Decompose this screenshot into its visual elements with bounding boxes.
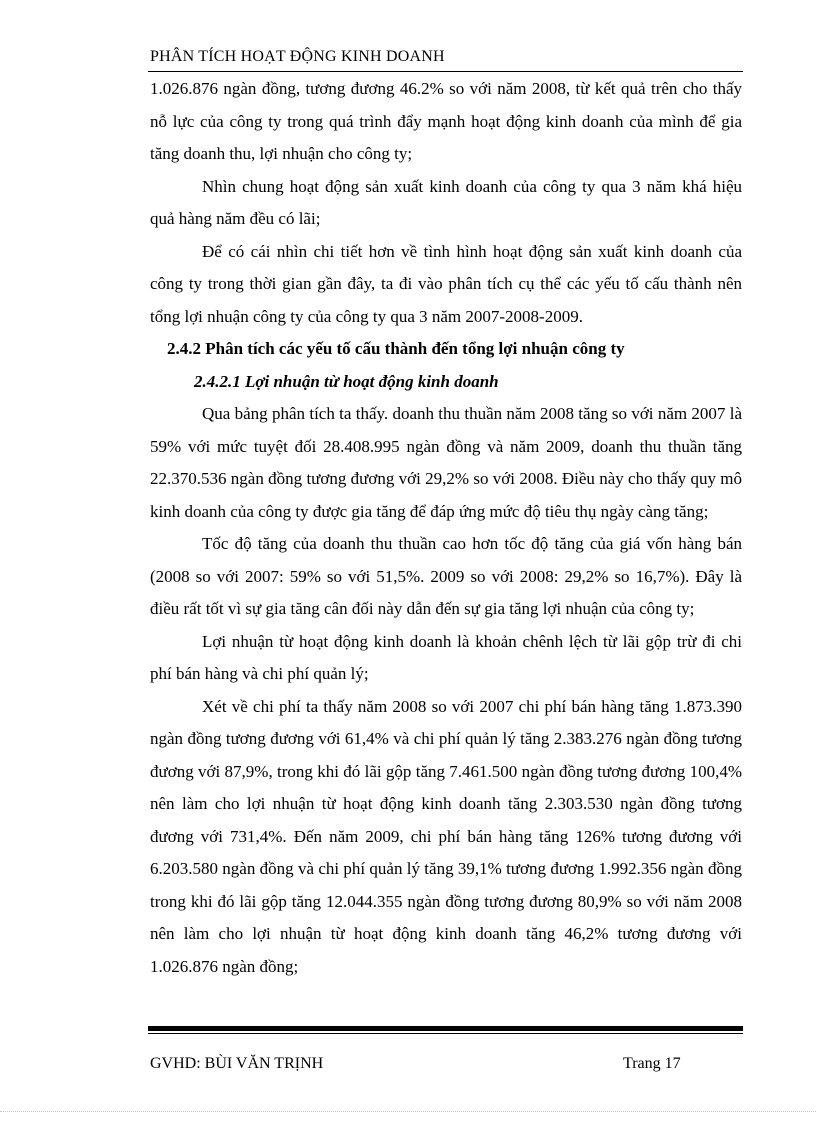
footer-divider-thick <box>148 1026 743 1031</box>
document-body <box>150 73 742 983</box>
header-divider <box>148 71 743 72</box>
paragraph-2: Nhìn chung hoạt động sản xuất kinh doanh của công ty qua 3 năm khá hiệu quả hàng năm đều có lãi; <box>150 176 742 228</box>
paragraph-4: Qua bảng phân tích ta thấy. doanh thu thuần năm 2008 tăng so với năm 2007 là 59% với mức tuyệt đối 28.408.995 ngàn đồng và năm 2009, doanh thu thuần tăng 22.370.536 ngàn đồng tương đương với 29,2% so với 2008. Điều này cho thấy quy mô kinh doanh của công ty được gia tăng để đáp ứng mức độ tiêu thụ ngày càng tăng; <box>150 404 742 521</box>
paragraph-3: Để có cái nhìn chi tiết hơn về tình hình hoạt động sản xuất kinh doanh của công ty trong thời gian gần đây, ta đi vào phân tích cụ thể các yếu tố cấu thành nên tổng lợi nhuận công ty của công ty qua 3 năm 2007-2008-2009. <box>150 241 742 326</box>
footer-divider-thin <box>148 1033 743 1034</box>
footer-advisor: GVHD: BÙI VĂN TRỊNH <box>150 1055 324 1072</box>
page-bottom-border <box>0 1111 816 1112</box>
page-header-title: PHÂN TÍCH HOẠT ĐỘNG KINH DOANH <box>150 48 445 65</box>
subsection-heading-2-4-2-1: 2.4.2.1 Lợi nhuận từ hoạt động kinh doanh <box>194 371 499 391</box>
paragraph-6: Lợi nhuận từ hoạt động kinh doanh là khoản chênh lệch từ lãi gộp trừ đi chi phí bán hàng và chi phí quản lý; <box>150 631 742 683</box>
footer-page-number: Trang 17 <box>623 1055 681 1072</box>
paragraph-5: Tốc độ tăng của doanh thu thuần cao hơn tốc độ tăng của giá vốn hàng bán (2008 so với 2007: 59% so với 51,5%. 2009 so với 2008: 29,2% so 16,7%). Đây là điều rất tốt vì sự gia tăng cân đối này dẫn đến sự gia tăng lợi nhuận của công ty; <box>150 534 742 618</box>
section-heading-2-4-2: 2.4.2 Phân tích các yếu tố cấu thành đến tổng lợi nhuận công ty <box>167 339 625 358</box>
paragraph-1: 1.026.876 ngàn đồng, tương đương 46.2% so với năm 2008, từ kết quả trên cho thấy nỗ lực của công ty trong quá trình đẩy mạnh hoạt động kinh doanh của mình để gia tăng doanh thu, lợi nhuận cho công ty; <box>150 79 742 163</box>
paragraph-7: Xét về chi phí ta thấy năm 2008 so với 2007 chi phí bán hàng tăng 1.873.390 ngàn đồng tương đương với 61,4% và chi phí quản lý tăng 2.383.276 ngàn đồng tương đương với 87,9%, trong khi đó lãi gộp tăng 7.461.500 ngàn đồng tương đương 100,4% nên làm cho lợi nhuận từ hoạt động kinh doanh tăng 2.303.530 ngàn đồng tương đương với 731,4%. Đến năm 2009, chi phí bán hàng tăng 126% tương đương với 6.203.580 ngàn đồng và chi phí quản lý tăng 39,1% tương đương 1.992.356 ngàn đồng trong khi đó lãi gộp tăng 12.044.355 ngàn đồng tương đương 80,9% so với năm 2008 nên làm cho lợi nhuận từ hoạt động kinh doanh tăng 46,2% tương đương với 1.026.876 ngàn đồng; <box>150 696 742 976</box>
